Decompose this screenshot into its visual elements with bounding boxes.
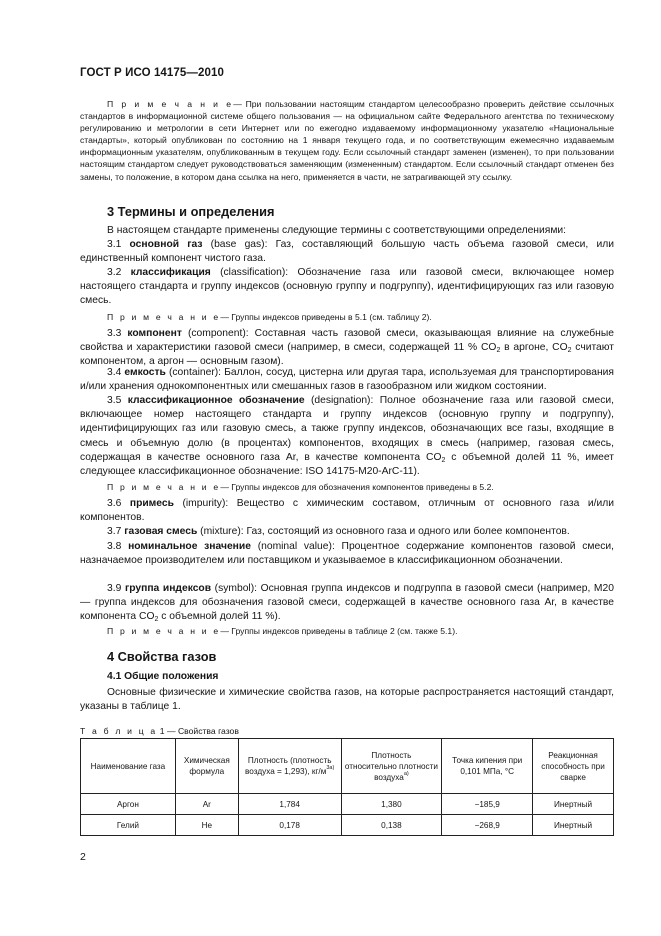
term-3-9	[80, 582, 614, 625]
term-name: компонент	[127, 328, 182, 339]
cell-reactivity: Инертный	[533, 815, 614, 836]
term-definition: Баллон, сосуд, цистерна или другая тара, используемая для транспортирования и/или хранения однокомпонентных или смешанных газов в газообразном или жидком состоянии.	[80, 367, 614, 393]
term-3-6	[80, 497, 614, 525]
term-3-8	[80, 540, 614, 568]
term-number: 3.5	[107, 395, 122, 406]
col-header-density	[238, 739, 341, 794]
term-3-2	[80, 266, 614, 309]
page-header: ГОСТ Р ИСО 14175—2010	[80, 67, 225, 79]
cell-reactivity: Инертный	[533, 794, 614, 815]
term-number: 3.6	[107, 498, 122, 509]
term-number: 3.3	[107, 328, 122, 339]
note-text: — Группы индексов для обозначения компонентов приведены в 5.2.	[220, 482, 494, 492]
col-header-relative-density	[341, 739, 442, 794]
subscript: 2	[496, 347, 501, 355]
term-definition: Полное обозначение газа или газовой смеси, включающее номер настоящего стандарта и группу индексов (основную группу и подгруппу), идентифицирующих газ или газовую смесь, а также группу индексов, обозначающих все газы, входящие в смесь и объемную долю (в процентах) компонентов, входящих в смесь (например, газовая смесь, содержащая в качестве основного газа Ar, в качестве компонента CO	[80, 395, 614, 463]
table-caption	[80, 726, 239, 736]
term-english: (classification):	[220, 267, 289, 278]
term-name: примесь	[129, 498, 174, 509]
superscript: 3	[326, 765, 330, 771]
footnote-mark: a)	[329, 765, 335, 771]
note-text: — Группы индексов приведены в 5.1 (см. таблицу 2).	[220, 312, 432, 322]
cell-gas-name: Аргон	[81, 794, 176, 815]
term-3-4	[80, 366, 614, 394]
section-3-intro: В настоящем стандарте применены следующие термины с соответствующими определениями:	[107, 225, 567, 236]
footnote-mark: a)	[403, 770, 409, 777]
term-definition: Вещество с химическим составом, отличным от основного газа и/или компонентов.	[80, 498, 614, 524]
subscript: 2	[567, 347, 572, 355]
table-caption-text: 1 — Свойства газов	[159, 726, 239, 736]
cell-formula: Ar	[175, 794, 238, 815]
term-number: 3.7	[107, 526, 122, 537]
term-english: (nominal value):	[257, 541, 335, 552]
section-4-1-title: 4.1 Общие положения	[107, 671, 219, 682]
term-number: 3.2	[107, 267, 122, 278]
term-english: (designation):	[310, 395, 374, 406]
term-definition: Процентное содержание компонентов газовой смеси, назначаемое производителем или поставщиком и указываемое в классификационном обозначении.	[80, 541, 614, 567]
section-4-1-text: Основные физические и химические свойства газов, на которые распространяется настоящий стандарт, указаны в таблице 1.	[80, 687, 614, 713]
cell-boiling-point: −185,9	[442, 794, 533, 815]
section-4-title: 4 Свойства газов	[107, 649, 217, 664]
term-3-5	[80, 394, 614, 479]
term-number: 3.1	[107, 239, 122, 250]
term-name: основной газ	[129, 239, 203, 250]
note-label: П р и м е ч а н и е	[107, 482, 221, 492]
note-3-5	[80, 481, 614, 493]
col-header-reactivity: Реакционная способность при сварке	[533, 739, 614, 794]
note-3-9	[80, 625, 614, 637]
term-definition: с объемной долей 11 %).	[158, 611, 281, 623]
subscript: 2	[441, 456, 446, 464]
note-label: П р и м е ч а н и е	[107, 99, 234, 109]
col-header-formula: Химическая формула	[175, 739, 238, 794]
cell-relative-density: 1,380	[341, 794, 442, 815]
cell-gas-name: Гелий	[81, 815, 176, 836]
cell-relative-density: 0,138	[341, 815, 442, 836]
table-row	[81, 815, 614, 836]
header-text: Плотность (плотность воздуха = 1,293), кг/м	[245, 756, 332, 776]
subscript: 2	[154, 616, 159, 624]
term-name: емкость	[124, 367, 166, 378]
term-definition: Составная часть газовой смеси, оказывающая влияние на служебные свойства и характеристики газовой смеси (например, в смеси, содержащей 11 % CO	[80, 328, 614, 354]
term-english: (container):	[168, 367, 222, 378]
term-definition: с объемной долей 11 %, имеет следующее классификационное обозначение: ISO 14175-M20-ArC-11).	[80, 451, 614, 478]
term-name: группа индексов	[124, 583, 212, 594]
table-row	[81, 794, 614, 815]
term-name: газовая смесь	[124, 526, 198, 537]
col-header-gas-name: Наименование газа	[81, 739, 176, 794]
term-3-7	[80, 525, 614, 539]
term-number: 3.9	[107, 583, 122, 594]
header-text: Плотность относительно плотности воздуха	[344, 750, 438, 782]
table-header-row	[81, 739, 614, 794]
term-number: 3.4	[107, 367, 122, 378]
term-3-1	[80, 238, 614, 266]
term-definition: в аргоне, CO	[500, 342, 568, 354]
gas-properties-table	[80, 738, 614, 836]
reference-note	[80, 98, 614, 183]
term-english: (mixture):	[200, 526, 244, 537]
term-3-3	[80, 327, 614, 370]
cell-formula: He	[175, 815, 238, 836]
note-label: П р и м е ч а н и е	[107, 312, 221, 322]
term-english: (component):	[187, 328, 249, 339]
term-english: (base gas):	[210, 239, 268, 250]
term-number: 3.8	[107, 541, 122, 552]
table-caption-label: Т а б л и ц а	[80, 726, 158, 736]
section-3-title: 3 Термины и определения	[107, 204, 275, 219]
term-english: (symbol):	[214, 583, 258, 594]
term-definition: Газ, состоящий из основного газа и одного или более компонентов.	[246, 526, 570, 537]
term-english: (impurity):	[182, 498, 229, 509]
term-name: номинальное значение	[128, 541, 251, 552]
cell-density: 0,178	[238, 815, 341, 836]
term-definition: Обозначение газа или газовой смеси, включающее номер настоящего стандарта и группу индексов (основную группу и подгруппу), идентифицирующих газ или газовую смесь.	[80, 267, 614, 307]
term-name: классификация	[130, 267, 211, 278]
note-label: П р и м е ч а н и е	[107, 626, 221, 636]
note-3-2	[80, 311, 614, 323]
term-definition: Основная группа индексов и подгруппа в газовой смеси (например, M20 — группа индексов для обозначения газовой смеси, содержащей в качестве основного газа Ar, в качестве компонента CO	[80, 583, 614, 623]
term-name: классификационное обозначение	[127, 395, 305, 406]
term-definition: Газ, составляющий большую часть объема газовой смеси, или единственный компонент чистого газа.	[80, 239, 614, 265]
col-header-boiling-point: Точка кипения при 0,101 МПа, °С	[442, 739, 533, 794]
note-text: — При пользовании настоящим стандартом целесообразно проверить действие ссылочных стандартов в информационной системе общего пользования — на официальном сайте Федерального агентства по техническому регулированию и метрологии в сети Интернет или по ежегодно издаваемому информационному указателю «Национальные стандарты», который опубликован по состоянию на 1 января текущего года, и по соответствующим ежемесячно издаваемым информационным указателям, опубликованным в текущем году. Если ссылочный стандарт заменен (изменен), то при пользовании настоящим стандартом следует руководствоваться заменяющим (измененным) стандартом. Если ссылочный стандарт отменен без замены, то положение, в котором дана ссылка на него, применяется в части, не затрагивающей эту ссылку.	[80, 99, 614, 182]
page-number: 2	[80, 851, 86, 863]
note-text: — Группы индексов приведены в таблице 2 (см. также 5.1).	[220, 626, 458, 636]
cell-boiling-point: −268,9	[442, 815, 533, 836]
cell-density: 1,784	[238, 794, 341, 815]
term-definition: считают компонентом, а аргон — основным газом).	[80, 342, 614, 368]
